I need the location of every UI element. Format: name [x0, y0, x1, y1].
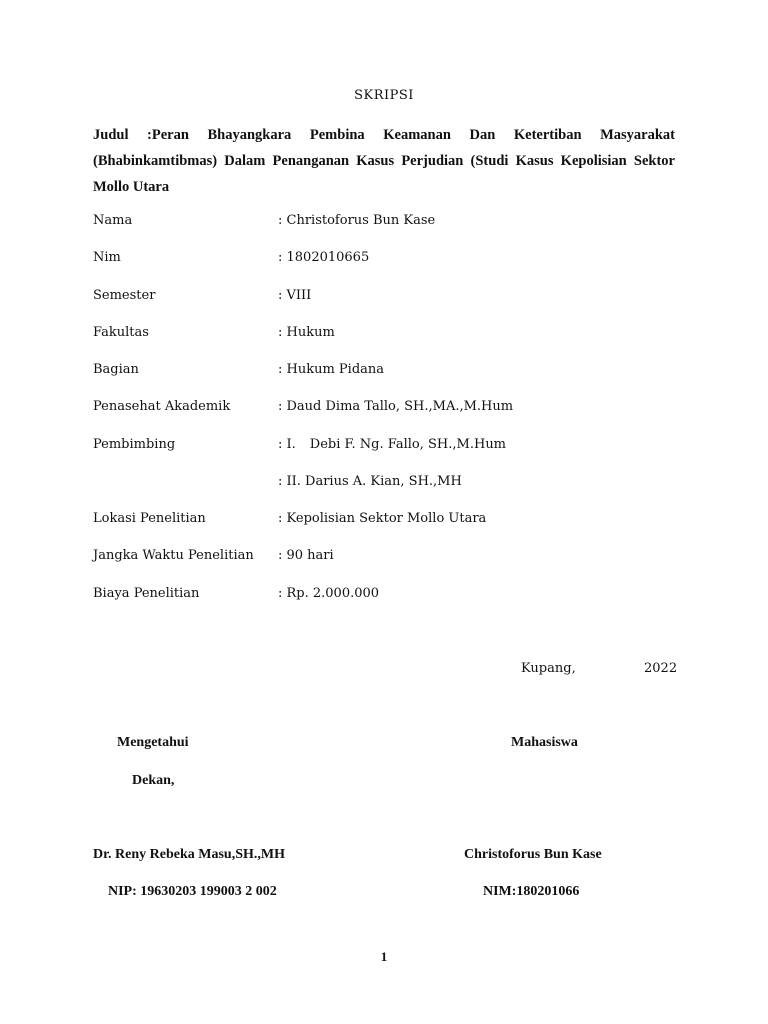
field-label: Jangka Waktu Penelitian [93, 548, 254, 563]
field-label: Semester [93, 288, 156, 303]
signing-date [521, 661, 678, 676]
right-signatory-name: Christoforus Bun Kase [464, 847, 602, 862]
left-signatory-name: Dr. Reny Rebeka Masu,SH.,MH [93, 847, 285, 862]
field-value: : Hukum [278, 325, 335, 340]
field-label: Nim [93, 250, 121, 265]
right-heading: Mahasiswa [511, 735, 578, 750]
field-label: Nama [93, 213, 133, 228]
left-role: Dekan, [132, 773, 175, 788]
field-value: : Kepolisian Sektor Mollo Utara [278, 511, 487, 526]
right-signatory-id: NIM:180201066 [483, 884, 580, 899]
date-place: Kupang, [521, 661, 576, 676]
field-value: : 1802010665 [278, 250, 370, 265]
field-label: Bagian [93, 362, 139, 377]
field-value: : VIII [278, 288, 312, 303]
field-value: : Christoforus Bun Kase [278, 213, 436, 228]
field-label: Biaya Penelitian [93, 586, 200, 601]
field-label: Pembimbing [93, 437, 176, 452]
field-value-prefix: : I. [278, 437, 296, 452]
page-number: 1 [380, 949, 388, 964]
field-value: : Daud Dima Tallo, SH.,MA.,M.Hum [278, 399, 514, 414]
field-value [278, 437, 506, 452]
field-value-text: Debi F. Ng. Fallo, SH.,M.Hum [309, 437, 507, 452]
left-signatory-id: NIP: 19630203 199003 2 002 [108, 884, 277, 899]
field-value: : Rp. 2.000.000 [278, 586, 380, 601]
field-label: Lokasi Penelitian [93, 511, 206, 526]
field-label: Fakultas [93, 325, 149, 340]
field-value: : II. Darius A. Kian, SH.,MH [278, 474, 462, 489]
field-label: Penasehat Akademik [93, 399, 231, 414]
field-value: : Hukum Pidana [278, 362, 385, 377]
date-year: 2022 [644, 661, 678, 676]
field-value: : 90 hari [278, 548, 334, 563]
thesis-title: Judul :Peran Bhayangkara Pembina Keamanan Dan Ketertiban Masyarakat (Bhabinkamtibmas) Dalam Penanganan Kasus Perjudian (Studi Kasus Kepolisian Sektor Mollo Utara [93, 127, 675, 195]
document-title: SKRIPSI [354, 88, 414, 103]
left-heading: Mengetahui [117, 735, 189, 750]
